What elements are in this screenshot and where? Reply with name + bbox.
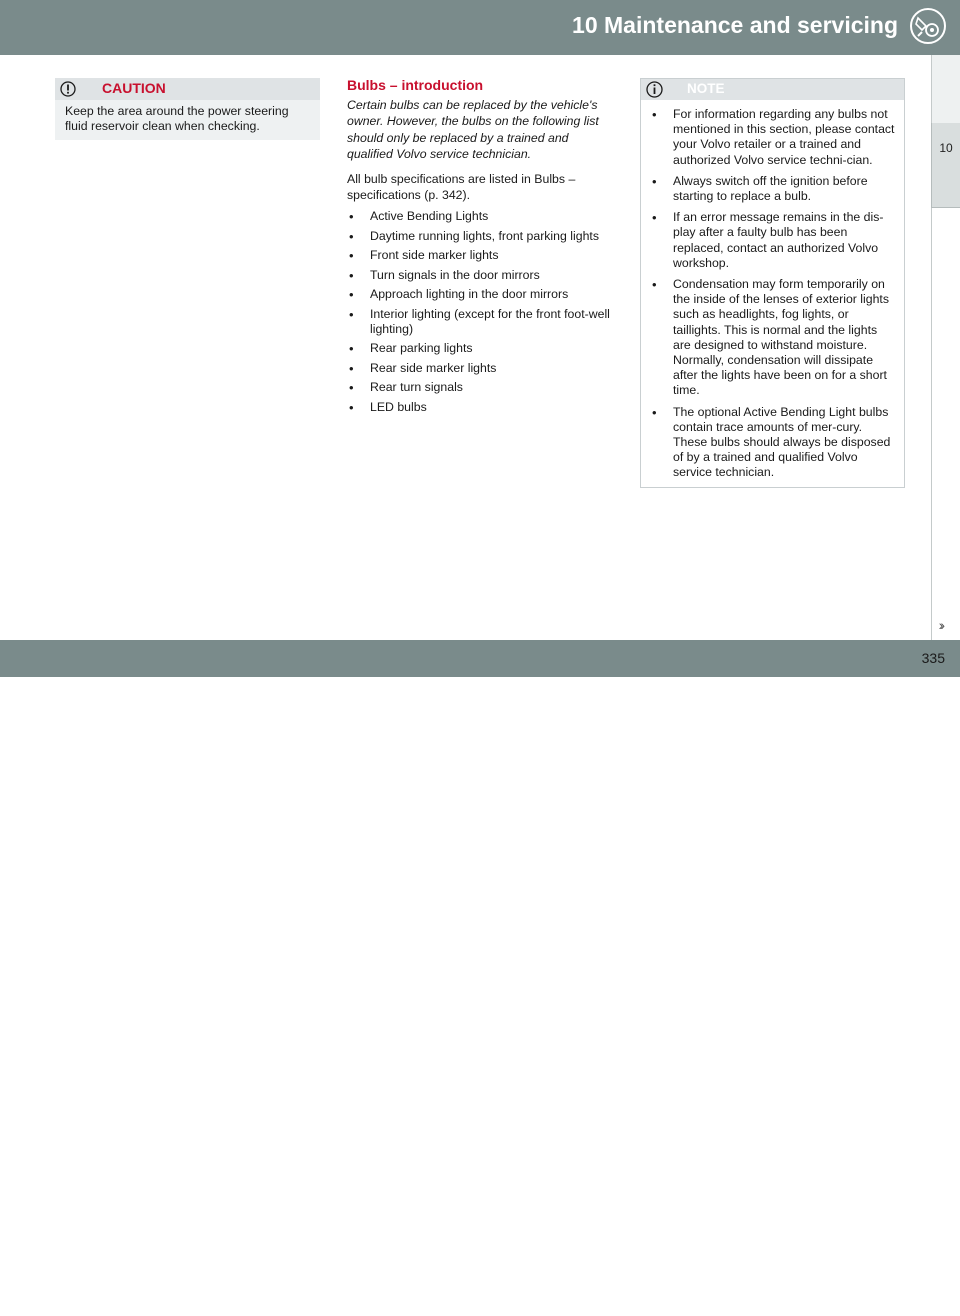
list-item: • Active Bending Lights [347, 209, 617, 224]
note-header [641, 79, 904, 100]
page-number: 335 [921, 650, 945, 666]
note-list [641, 100, 904, 481]
side-index-strip-lower [931, 208, 960, 640]
caution-box [55, 78, 320, 140]
chapter-tab-label: 10 [939, 141, 953, 155]
list-item: • The optional Active Bending Light bulbs contain trace amounts of mer-cury. These bulbs should always be disposed of by a trained and qualified Volvo service technician. [650, 405, 898, 481]
page-header [0, 0, 960, 55]
chapter-title: 10 Maintenance and servicing [572, 12, 898, 38]
wrench-gear-icon [908, 6, 948, 46]
list-item: • Rear side marker lights [347, 361, 617, 376]
note-title: NOTE [687, 81, 725, 96]
list-item: • Daytime running lights, front parking lights [347, 229, 617, 244]
list-item: • For information regarding any bulbs not mentioned in this section, please contact your Volvo retailer or a trained and authorized Volvo service techni-cian. [650, 107, 898, 168]
list-item: • If an error message remains in the dis-play after a faulty bulb has been replaced, contact an authorized Volvo workshop. [650, 210, 898, 271]
next-page-arrow-icon[interactable]: ›› [938, 617, 942, 633]
caution-text: Keep the area around the power steering fluid reservoir clean when checking. [65, 104, 289, 133]
note-box [640, 78, 905, 488]
list-item: • Rear parking lights [347, 341, 617, 356]
list-item: • Condensation may form temporarily on the inside of the lenses of exterior lights such as headlights, fog lights, or taillights. This is normal and the lights are designed to withstand moisture. Normally, condensation will dissipate after the lights have been on for a short time. [650, 277, 898, 399]
list-item: • Rear turn signals [347, 380, 617, 395]
side-index-strip [931, 55, 960, 123]
list-item: • Interior lighting (except for the front foot-well lighting) [347, 307, 617, 337]
caution-header [55, 78, 320, 100]
list-item: • Always switch off the ignition before starting to replace a bulb. [650, 174, 898, 204]
exclamation-icon [60, 81, 76, 97]
chapter-tab[interactable] [931, 123, 960, 208]
list-item: • LED bulbs [347, 400, 617, 415]
list-item: • Approach lighting in the door mirrors [347, 287, 617, 302]
specs-reference: All bulb specifications are listed in Bulbs – specifications (p. 342). [347, 172, 576, 203]
section-intro: Certain bulbs can be replaced by the vehicle's owner. However, the bulbs on the following list should only be replaced by a trained and qualified Volvo service technician. [347, 98, 599, 161]
list-item: • Turn signals in the door mirrors [347, 268, 617, 283]
caution-title: CAUTION [102, 80, 166, 96]
section-title: Bulbs – introduction [347, 77, 484, 93]
bulb-list [347, 209, 617, 415]
watermark: carmanualsonline.info [520, 1290, 775, 1315]
page-footer [0, 640, 960, 1315]
bulbs-section [347, 77, 617, 419]
list-item: • Front side marker lights [347, 248, 617, 263]
info-icon [646, 81, 663, 98]
